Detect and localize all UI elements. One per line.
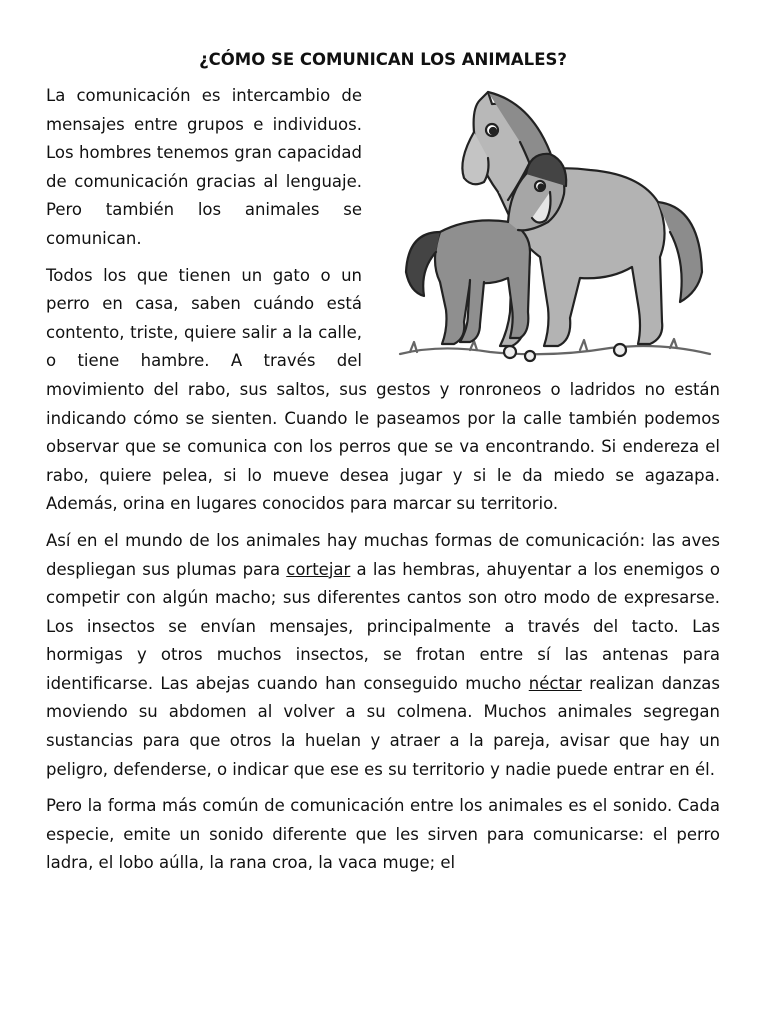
paragraph-1: La comunicación es intercambio de mensajes entre grupos e individuos. Los hombres tenemos gran capacidad de comunicación gracias al lenguaje. Pero también los animales se comunican. [46,86,362,248]
paragraph-4: Pero la forma más común de comunicación entre los animales es el sonido. Cada especie, emite un sonido diferente que les sirven para comunicarse: el perro ladra, el lobo aúlla, la rana croa, la vaca muge; el [46,796,720,873]
paragraph-2: Todos los que tienen un gato o un perro en casa, saben cuándo está contento, triste, quiere salir a la calle, o tiene hambre. A través del movimiento del rabo, sus saltos, sus gestos y ronroneos o ladridos no están indicando cómo se sienten. Cuando le paseamos por la calle también podemos observar que se comunica con los perros que se va encontrando. Si endereza el rabo, quiere pelea, si lo mueve desea jugar y si le da miedo se agazapa. Además, orina en lugares conocidos para marcar su territorio. [46,265,720,514]
paragraph-3 [46,527,720,784]
document-page [46,46,720,886]
page-title: ¿CÓMO SE COMUNICAN LOS ANIMALES? [199,50,567,69]
paragraph-3-part-c: realizan danzas moviendo su abdomen al volver a su colmena. Muchos animales segregan sustancias para que otros la huelan y atraer a la pareja, avisar que hay un peligro, defenderse, o indicar que ese es su territorio y nadie puede entrar en él. [46,673,720,779]
paragraph-3-part-a: Así en el mundo de los animales hay muchas formas de comunicación: las aves despliegan sus plumas para [46,530,720,579]
horse-and-foal-icon [380,82,720,364]
underlined-word-cortejar: cortejar [286,559,351,579]
underlined-word-nectar: néctar [528,673,582,693]
paragraph-3-part-b: a las hembras, ahuyentar a los enemigos o competir con algún macho; sus diferentes cantos son otro modo de expresarse. Los insectos se envían mensajes, principalmente a través del tacto. Las hormigas y otros muchos insectos, se frotan entre sí las antenas para identificarse. Las abejas cuando han conseguido mucho [46,559,720,693]
